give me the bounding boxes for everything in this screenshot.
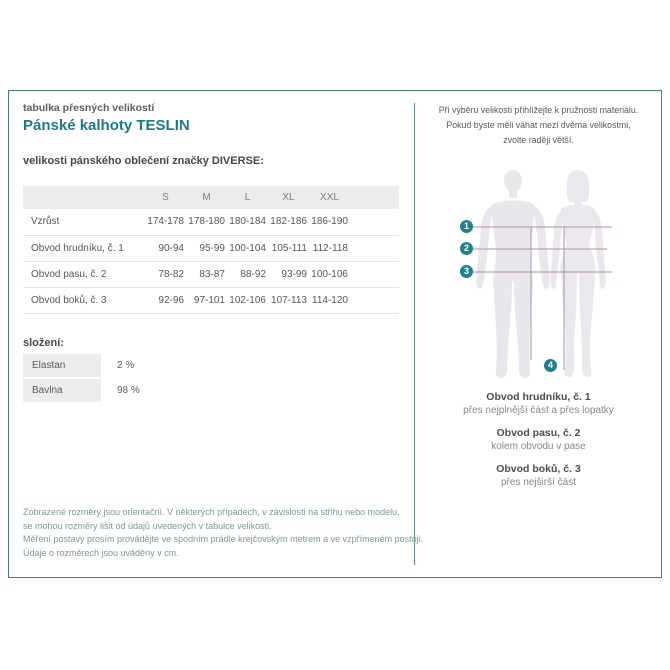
- column-header-xxl: XXL: [309, 186, 350, 209]
- row-label: Vzrůst: [23, 209, 145, 235]
- composition-table: [23, 354, 283, 404]
- footnote-line: Zobrazené rozměry jsou orientační. V některých případech, v závislosti na střihu nebo modelu,: [23, 507, 400, 517]
- note-line: zvolte raději větší.: [503, 135, 574, 145]
- measurement-desc: přes nejplnější část a přes lopatky: [463, 405, 614, 416]
- footnote-line: Měření postavy prosím provádějte ve spodním prádle krejčovským metrem a ve vzpřímeném postoji.: [23, 534, 424, 544]
- composition-heading: složení:: [23, 337, 64, 349]
- table-row: [23, 235, 399, 261]
- column-header-m: M: [186, 186, 227, 209]
- size-table: [23, 186, 399, 314]
- eyebrow-text: tabulka přesných velikostí: [23, 102, 155, 114]
- measurement-item: [415, 426, 662, 454]
- row-pad-cell: [350, 287, 399, 313]
- cell-value: 83-87: [186, 261, 227, 287]
- measurement-diagram: [415, 163, 662, 385]
- measurement-item: [415, 462, 662, 490]
- cell-value: 78-82: [145, 261, 186, 287]
- cell-value: 93-99: [268, 261, 309, 287]
- footnote-line: Údaje o rozměrech jsou uváděny v cm.: [23, 547, 179, 558]
- cell-value: 174-178: [145, 209, 186, 235]
- column-header-xl: XL: [268, 186, 309, 209]
- cell-value: 186-190: [309, 209, 350, 235]
- footnote: [23, 506, 423, 560]
- body-silhouettes-svg: [415, 163, 662, 385]
- cell-value: 100-104: [227, 235, 268, 261]
- marker-4-height: 4: [544, 359, 557, 372]
- composition-row: [23, 354, 283, 377]
- cell-value: 114-120: [309, 287, 350, 313]
- material-percent: 98 %: [117, 385, 140, 396]
- material-name: Bavlna: [23, 379, 101, 402]
- marker-2-waist: 2: [460, 242, 473, 255]
- cell-value: 88-92: [227, 261, 268, 287]
- cell-value: 180-184: [227, 209, 268, 235]
- row-label: Obvod hrudníku, č. 1: [23, 235, 145, 261]
- size-table-header-row: [23, 186, 399, 209]
- male-silhouette: [476, 170, 549, 378]
- measurement-legend: [415, 390, 662, 498]
- note-line: Pokud byste měli váhat mezi dvěma velikostmi,: [446, 120, 631, 130]
- cell-value: 97-101: [186, 287, 227, 313]
- measurement-name: Obvod hrudníku, č. 1: [486, 391, 591, 403]
- measurement-name: Obvod boků, č. 3: [496, 463, 581, 475]
- note-line: Při výběru velikosti přihlížejte k pružnosti materiálu.: [438, 105, 639, 115]
- row-label: Obvod boků, č. 3: [23, 287, 145, 313]
- size-advice-note: [415, 103, 662, 148]
- column-header-l: L: [227, 186, 268, 209]
- cell-value: 92-96: [145, 287, 186, 313]
- cell-value: 95-99: [186, 235, 227, 261]
- table-subtitle: velikosti pánského oblečení značky DIVERSE:: [23, 155, 264, 167]
- row-pad-cell: [350, 209, 399, 235]
- cell-value: 102-106: [227, 287, 268, 313]
- measurement-desc: přes nejširší část: [500, 477, 577, 488]
- cell-value: 100-106: [309, 261, 350, 287]
- column-header-s: S: [145, 186, 186, 209]
- composition-row: [23, 379, 283, 402]
- table-row: [23, 261, 399, 287]
- page-title: Pánské kalhoty TESLIN: [23, 117, 190, 134]
- table-row: [23, 209, 399, 235]
- cell-value: 182-186: [268, 209, 309, 235]
- table-row: [23, 287, 399, 313]
- row-pad-cell: [350, 235, 399, 261]
- cell-value: 178-180: [186, 209, 227, 235]
- cell-value: 90-94: [145, 235, 186, 261]
- measurement-desc: kolem obvodu v pase: [491, 441, 586, 452]
- measurement-name: Obvod pasu, č. 2: [496, 427, 581, 439]
- cell-value: 107-113: [268, 287, 309, 313]
- marker-1-chest: 1: [460, 220, 473, 233]
- footnote-line: se mohou rozměry lišit od údajů uvedených v tabulce velikosti.: [23, 520, 272, 531]
- size-table-corner-cell: [23, 186, 145, 209]
- cell-value: 105-111: [268, 235, 309, 261]
- header-pad-cell: [350, 186, 399, 209]
- marker-3-hips: 3: [460, 265, 473, 278]
- size-chart-panel: [8, 90, 662, 578]
- row-pad-cell: [350, 261, 399, 287]
- material-name: Elastan: [23, 354, 101, 377]
- cell-value: 112-118: [309, 235, 350, 261]
- measurement-item: [415, 390, 662, 418]
- female-silhouette: [550, 170, 605, 377]
- material-percent: 2 %: [117, 360, 135, 371]
- row-label: Obvod pasu, č. 2: [23, 261, 145, 287]
